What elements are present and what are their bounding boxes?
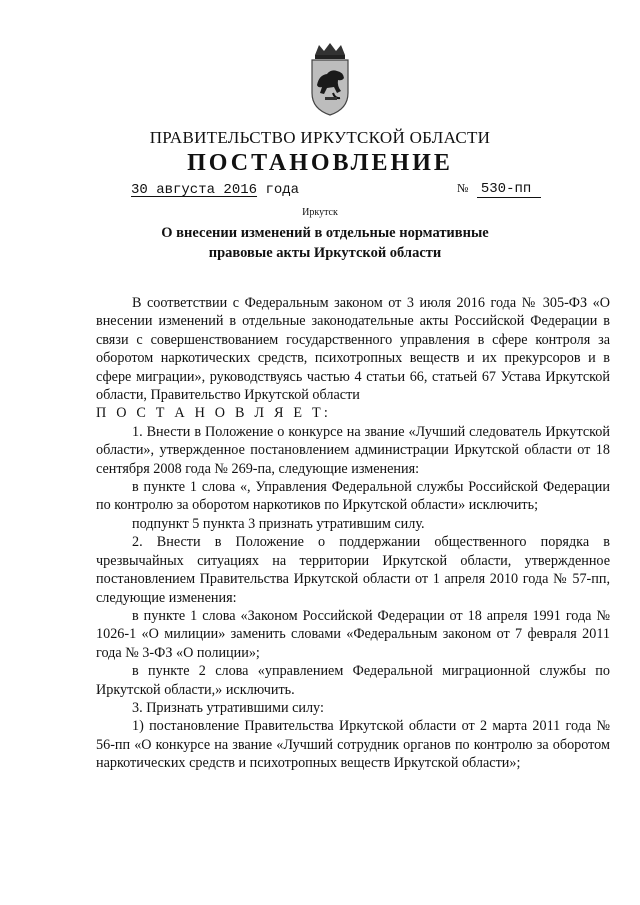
paragraph: 1. Внести в Положение о конкурсе на звание «Лучший следователь Иркутской области», утвержденное постановлением администрации Иркутской области от 18 сентября 2008 года № 269-па, следующие изменения: [96, 423, 610, 477]
document-type: ПОСТАНОВЛЕНИЕ [187, 150, 453, 176]
resolves-heading: П О С Т А Н О В Л Я Е Т: [96, 405, 331, 422]
city: Иркутск [302, 207, 338, 218]
date-suffix: года [265, 182, 300, 198]
paragraph: в пункте 2 слова «управлением Федеральной миграционной службы по Иркутской области,» исключить. [96, 663, 610, 698]
paragraph: 1) постановление Правительства Иркутской области от 2 марта 2011 года № 56-пп «О конкурсе на звание «Лучший сотрудник органов по контролю за оборотом наркотических средств и психотропных веществ Иркутской области»; [96, 718, 610, 772]
document-body [96, 294, 610, 773]
document-title: О внесении изменений в отдельные нормативные правовые акты Иркутской области [161, 225, 489, 261]
government-name: ПРАВИТЕЛЬСТВО ИРКУТСКОЙ ОБЛАСТИ [149, 128, 491, 147]
paragraph: 2. Внести в Положение о поддержании общественного порядка в чрезвычайных ситуациях на территории Иркутской области, утвержденное постановлением Правительства Иркутской области от 1 апреля 2010 года № 57-пп, следующие изменения: [96, 534, 610, 606]
document-number [457, 181, 541, 198]
number-label: № [457, 181, 469, 195]
paragraph: в пункте 1 слова «, Управления Федеральной службы Российской Федерации по контролю за оборотом наркотиков по Иркутской области» исключить; [96, 479, 610, 514]
paragraph: 3. Признать утратившими силу: [132, 699, 324, 716]
paragraph: В соответствии с Федеральным законом от 3 июля 2016 года № 305-ФЗ «О внесении изменений в отдельные законодательные акты Российской Федерации в связи с совершенствованием государственного управления в сфере контроля за оборотом наркотических средств, психотропных веществ и их прекурсоров и в сфере миграции», руководствуясь частью 4 статьи 66, статьей 67 Устава Иркутской области, Правительство Иркутской области [96, 295, 610, 404]
date-value: 30 августа 2016 [131, 182, 258, 198]
coat-of-arms-icon [307, 41, 353, 117]
number-value: 530-пп [477, 181, 541, 198]
paragraph: в пункте 1 слова «Законом Российской Федерации от 18 апреля 1991 года № 1026-1 «О милиции» заменить словами «Федеральным законом от 7 февраля 2011 года № 3-ФЗ «О полиции»; [96, 607, 610, 661]
document-date [131, 182, 299, 198]
paragraph: подпункт 5 пункта 3 признать утратившим силу. [132, 515, 425, 532]
